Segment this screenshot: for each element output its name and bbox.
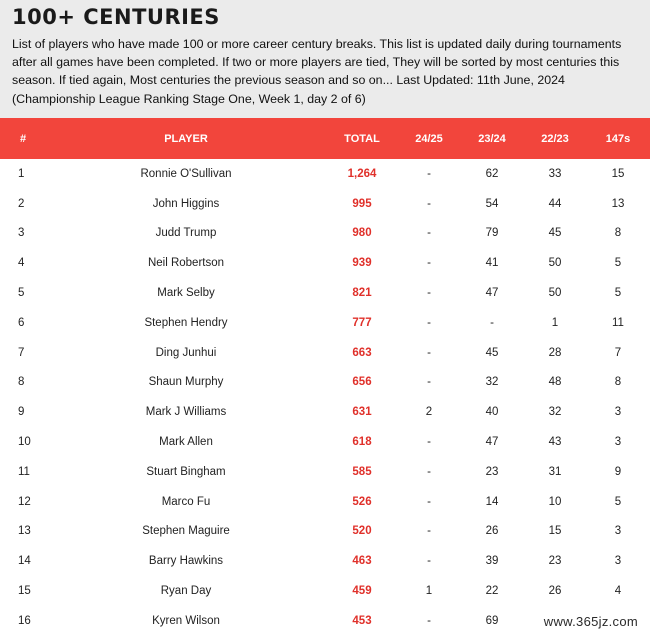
cell-147s: 5 bbox=[614, 257, 622, 270]
cell-2425: - bbox=[427, 436, 431, 449]
cell-total: 463 bbox=[352, 555, 372, 568]
table-body bbox=[0, 159, 650, 636]
cell-player: Stuart Bingham bbox=[146, 465, 226, 478]
cell-2425: - bbox=[427, 287, 431, 300]
cell-player: Mark Allen bbox=[159, 436, 213, 449]
cell-total: 663 bbox=[352, 346, 372, 359]
table-row bbox=[0, 159, 650, 189]
cell-2425: - bbox=[427, 167, 431, 180]
cell-2324: 47 bbox=[485, 287, 499, 300]
cell-2324: 45 bbox=[485, 346, 499, 359]
cell-rank: 15 bbox=[18, 585, 31, 598]
cell-total: 459 bbox=[352, 585, 372, 598]
cell-total: 980 bbox=[352, 227, 372, 240]
cell-2223: 50 bbox=[548, 287, 562, 300]
cell-2425: - bbox=[427, 465, 431, 478]
table-row bbox=[0, 546, 650, 576]
cell-player: John Higgins bbox=[152, 197, 220, 210]
cell-147s: 11 bbox=[612, 316, 624, 329]
cell-147s: 5 bbox=[614, 287, 622, 300]
cell-player: Kyren Wilson bbox=[152, 614, 220, 627]
cell-2324: 62 bbox=[485, 167, 499, 180]
page-header bbox=[0, 0, 650, 118]
cell-2324: 14 bbox=[485, 495, 499, 508]
table-row bbox=[0, 487, 650, 517]
cell-rank: 5 bbox=[18, 287, 25, 300]
cell-total: 618 bbox=[352, 436, 372, 449]
cell-player: Stephen Maguire bbox=[142, 525, 230, 538]
cell-player: Ryan Day bbox=[160, 585, 212, 598]
cell-2425: - bbox=[427, 525, 431, 538]
cell-2324: 22 bbox=[485, 585, 499, 598]
cell-2223: 10 bbox=[548, 495, 562, 508]
cell-total: 585 bbox=[352, 465, 372, 478]
cell-147s: 4 bbox=[614, 585, 622, 598]
cell-player: Barry Hawkins bbox=[148, 555, 224, 568]
page-description: List of players who have made 100 or more career century breaks. This list is updated daily during tournaments after all games have been completed. If two or more players are tied, They will be sorted by most centuries this season. If tied again, Most centuries the previous season and so on... Last Updated: 11th June, 2024 (Championship League Ranking Stage One, Week 1, day 2 of 6) bbox=[12, 37, 622, 106]
cell-2324: 39 bbox=[485, 555, 499, 568]
table-row bbox=[0, 397, 650, 427]
cell-147s: 5 bbox=[614, 495, 622, 508]
cell-2425: - bbox=[427, 346, 431, 359]
table-row bbox=[0, 278, 650, 308]
cell-player: Neil Robertson bbox=[147, 257, 225, 270]
cell-rank: 11 bbox=[18, 465, 30, 478]
table-row bbox=[0, 427, 650, 457]
column-header-147s[interactable]: 147s bbox=[605, 132, 631, 145]
cell-player: Stephen Hendry bbox=[144, 316, 228, 329]
cell-rank: 6 bbox=[18, 316, 25, 329]
cell-total: 777 bbox=[352, 316, 372, 329]
cell-player: Mark Selby bbox=[157, 287, 215, 300]
cell-2425: - bbox=[427, 227, 431, 240]
cell-2425: - bbox=[427, 316, 431, 329]
cell-2324: 40 bbox=[485, 406, 499, 419]
cell-2324: 54 bbox=[485, 197, 499, 210]
cell-147s: 8 bbox=[614, 227, 622, 240]
cell-2223: 48 bbox=[548, 376, 562, 389]
cell-total: 995 bbox=[352, 197, 372, 210]
cell-rank: 14 bbox=[18, 555, 31, 568]
cell-rank: 9 bbox=[18, 406, 25, 419]
cell-147s: 15 bbox=[611, 167, 625, 180]
cell-rank: 10 bbox=[18, 436, 31, 449]
column-header-player[interactable]: PLAYER bbox=[164, 132, 208, 145]
table-row bbox=[0, 517, 650, 547]
cell-2324: 79 bbox=[485, 227, 499, 240]
cell-2324: 47 bbox=[485, 436, 499, 449]
cell-total: 631 bbox=[352, 406, 372, 419]
cell-2324: 23 bbox=[485, 465, 499, 478]
cell-147s: 3 bbox=[614, 406, 622, 419]
cell-2324: 69 bbox=[485, 614, 499, 627]
table-row bbox=[0, 189, 650, 219]
cell-rank: 12 bbox=[18, 495, 31, 508]
cell-2223: 32 bbox=[548, 406, 562, 419]
cell-2324: 32 bbox=[485, 376, 499, 389]
cell-2425: 1 bbox=[425, 585, 433, 598]
cell-player: Judd Trump bbox=[155, 227, 217, 240]
cell-2425: - bbox=[427, 555, 431, 568]
cell-2324: 26 bbox=[485, 525, 499, 538]
cell-rank: 3 bbox=[18, 227, 25, 240]
cell-147s: 3 bbox=[614, 555, 622, 568]
cell-147s: 3 bbox=[614, 436, 622, 449]
cell-rank: 4 bbox=[18, 257, 25, 270]
cell-total: 526 bbox=[352, 495, 372, 508]
cell-2223: 26 bbox=[548, 585, 562, 598]
cell-rank: 13 bbox=[18, 525, 31, 538]
table-row bbox=[0, 457, 650, 487]
cell-player: Ronnie O'Sullivan bbox=[140, 167, 232, 180]
cell-total: 821 bbox=[352, 287, 372, 300]
cell-total: 939 bbox=[352, 257, 372, 270]
table-row bbox=[0, 308, 650, 338]
cell-2425: - bbox=[427, 495, 431, 508]
cell-player: Mark J Williams bbox=[145, 406, 227, 419]
cell-rank: 2 bbox=[18, 197, 25, 210]
table-row bbox=[0, 338, 650, 368]
table-header bbox=[0, 118, 650, 159]
cell-147s: 13 bbox=[611, 197, 625, 210]
cell-2223: 31 bbox=[548, 465, 562, 478]
cell-2223: 45 bbox=[548, 227, 562, 240]
cell-147s: 7 bbox=[614, 346, 622, 359]
cell-player: Shaun Murphy bbox=[148, 376, 224, 389]
cell-2223: 23 bbox=[548, 555, 562, 568]
cell-rank: 1 bbox=[18, 167, 25, 180]
column-header-total[interactable]: TOTAL bbox=[344, 132, 380, 145]
cell-2223: 44 bbox=[548, 197, 562, 210]
cell-2425: - bbox=[427, 614, 431, 627]
page-title: 100+ CENTURIES bbox=[12, 5, 220, 29]
cell-total: 453 bbox=[352, 614, 372, 627]
cell-rank: 16 bbox=[18, 614, 31, 627]
column-header-2425[interactable]: 24/25 bbox=[415, 132, 443, 145]
column-header-2223[interactable]: 22/23 bbox=[541, 132, 569, 145]
cell-2425: - bbox=[427, 376, 431, 389]
cell-147s: 3 bbox=[614, 525, 622, 538]
centuries-table bbox=[0, 118, 650, 636]
column-header-rank[interactable]: # bbox=[20, 132, 27, 145]
cell-total: 656 bbox=[352, 376, 372, 389]
cell-2324: 41 bbox=[485, 257, 499, 270]
watermark: www.365jz.com bbox=[540, 613, 642, 630]
table-row bbox=[0, 576, 650, 606]
cell-2223: 15 bbox=[548, 525, 562, 538]
cell-total: 520 bbox=[352, 525, 372, 538]
cell-2425: 2 bbox=[425, 406, 433, 419]
cell-147s: 8 bbox=[614, 376, 622, 389]
cell-2223: 1 bbox=[551, 316, 559, 329]
cell-147s: 9 bbox=[614, 465, 622, 478]
cell-player: Ding Junhui bbox=[155, 346, 217, 359]
cell-2223: 43 bbox=[548, 436, 562, 449]
cell-2223: 28 bbox=[548, 346, 562, 359]
cell-2425: - bbox=[427, 257, 431, 270]
cell-2324: - bbox=[490, 316, 494, 329]
cell-2223: 50 bbox=[548, 257, 562, 270]
cell-rank: 7 bbox=[18, 346, 25, 359]
column-header-2324[interactable]: 23/24 bbox=[478, 132, 506, 145]
table-row bbox=[0, 368, 650, 398]
cell-rank: 8 bbox=[18, 376, 25, 389]
cell-2223: 33 bbox=[548, 167, 562, 180]
cell-2425: - bbox=[427, 197, 431, 210]
table-row bbox=[0, 219, 650, 249]
cell-player: Marco Fu bbox=[161, 495, 211, 508]
table-row bbox=[0, 248, 650, 278]
cell-total: 1,264 bbox=[347, 167, 377, 180]
